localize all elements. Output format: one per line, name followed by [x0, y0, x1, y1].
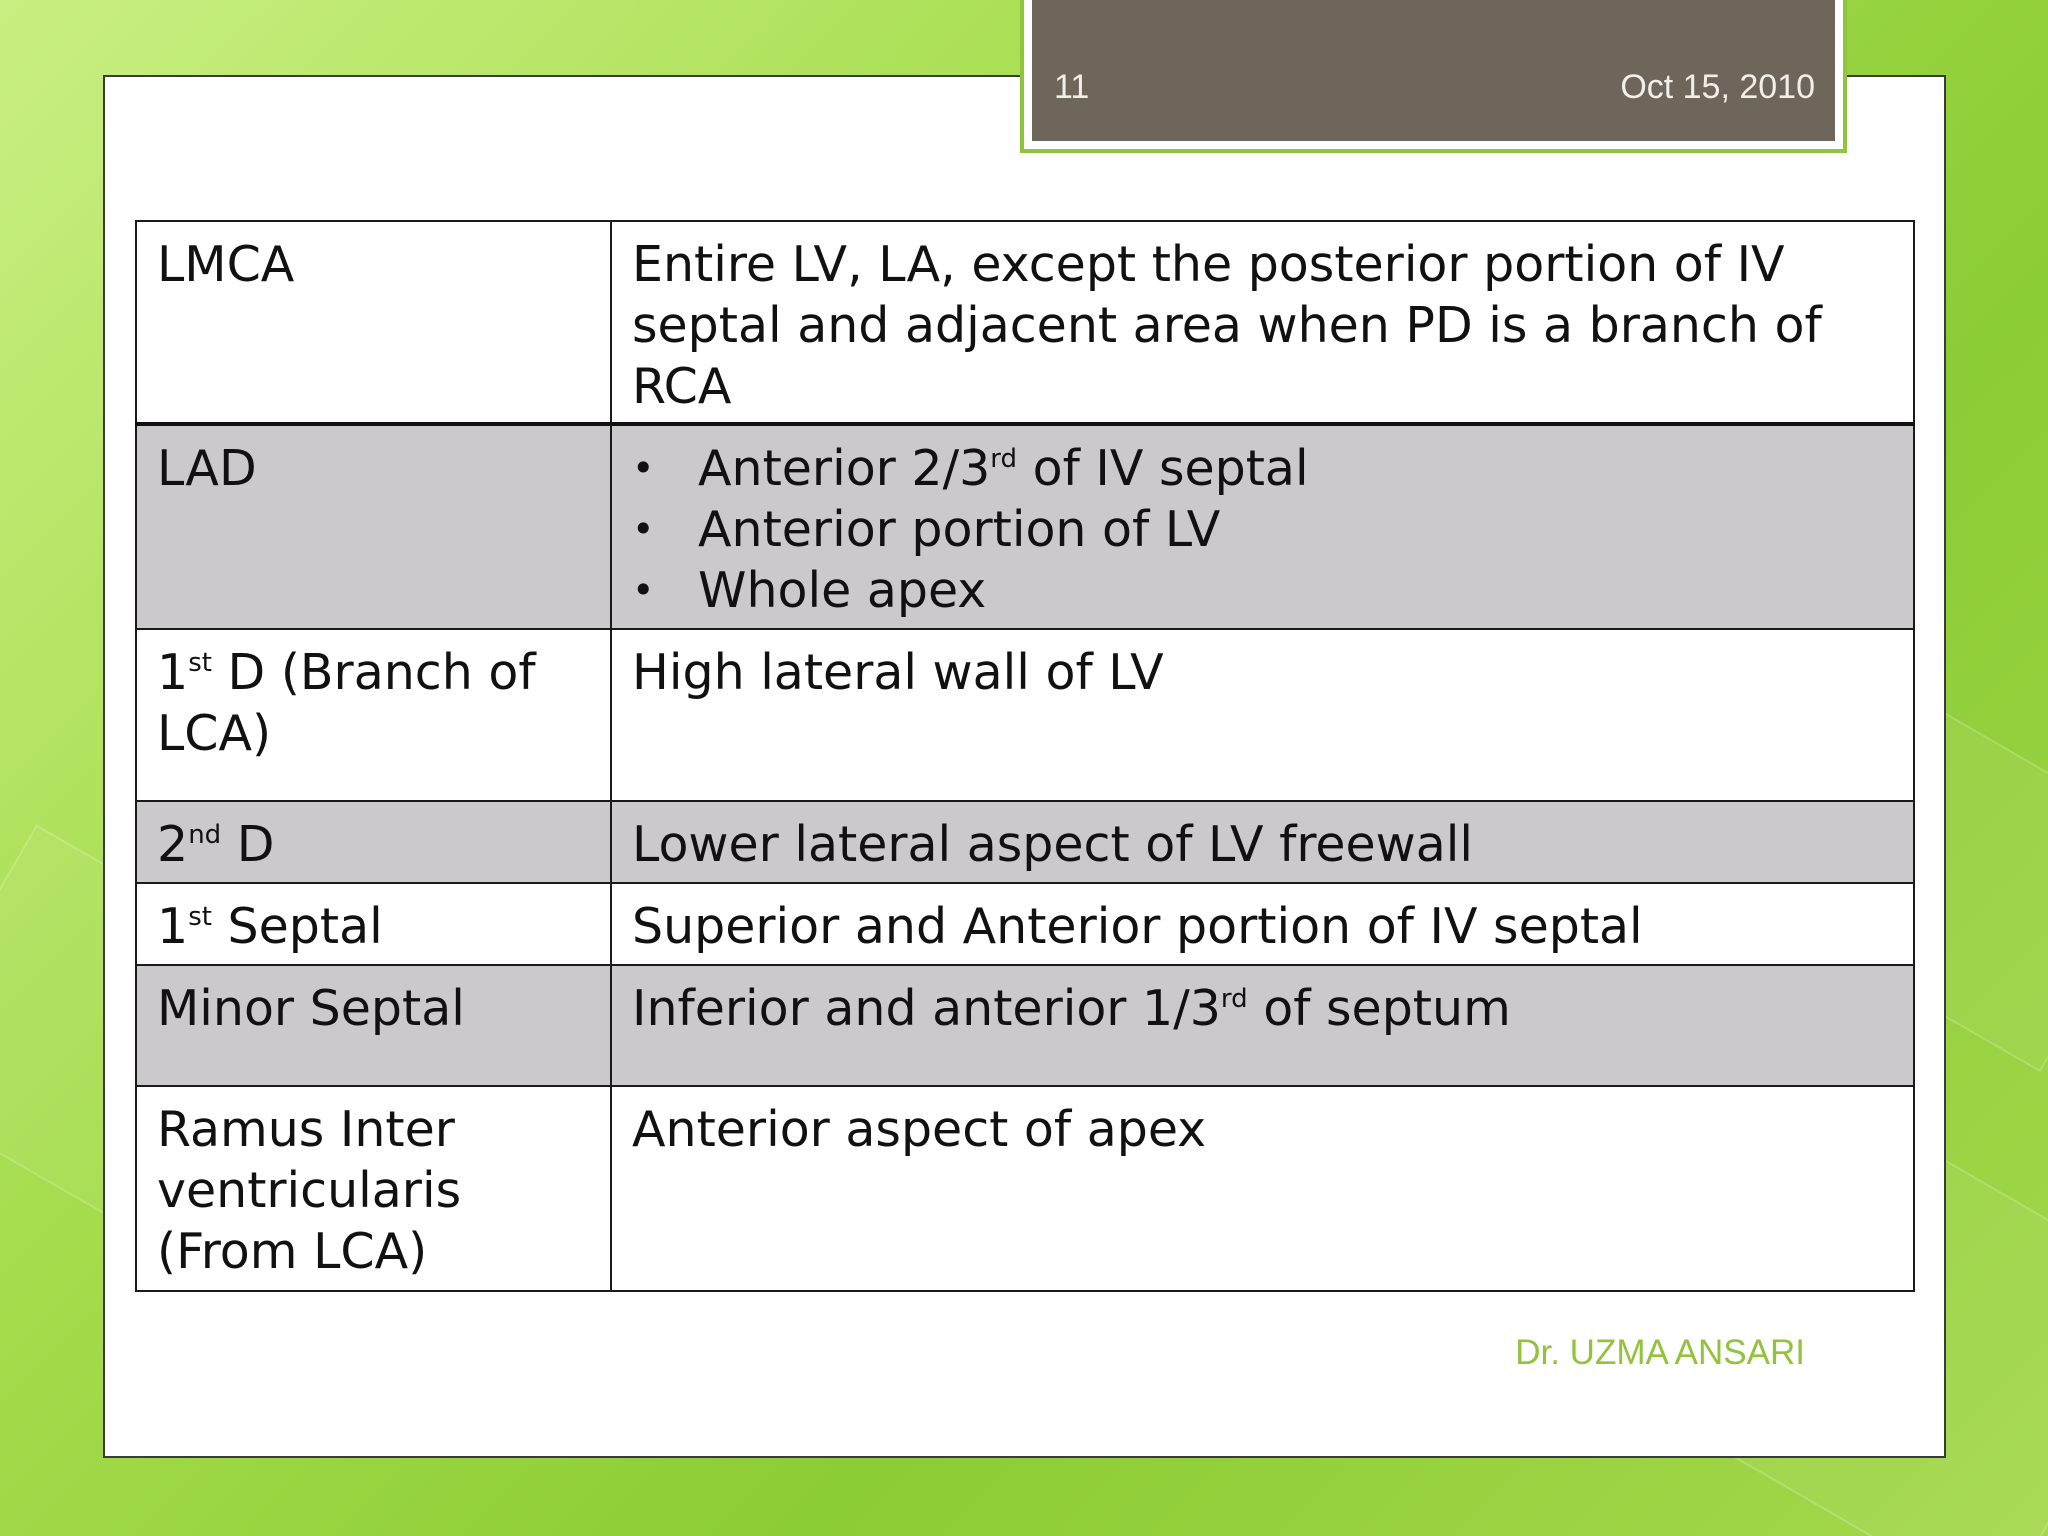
table-row	[136, 965, 1914, 1086]
bullet-icon: •	[632, 568, 655, 612]
list-item	[632, 438, 1893, 499]
artery-cell	[136, 221, 611, 424]
slide-number: 11	[1054, 68, 1090, 106]
artery-cell	[136, 629, 611, 801]
table-row	[136, 801, 1914, 883]
territory-text: Anterior aspect of apex	[632, 1101, 1207, 1158]
artery-cell	[136, 883, 611, 965]
bullet-icon: •	[632, 507, 655, 551]
territory-cell	[611, 629, 1914, 801]
bullet-text: of IV septal	[1017, 440, 1309, 497]
artery-cell	[136, 801, 611, 883]
bullet-text: Anterior 2/3	[698, 440, 991, 497]
bullet-text: Anterior portion of LV	[698, 501, 1221, 558]
territory-text: Lower lateral aspect of LV freewall	[632, 816, 1474, 873]
territory-text: Superior and Anterior portion of IV septal	[632, 898, 1643, 955]
territory-cell	[611, 221, 1914, 424]
territory-cell	[611, 883, 1914, 965]
artery-name: 1	[157, 898, 189, 955]
superscript: st	[188, 902, 212, 932]
author-footer: Dr. UZMA ANSARI	[1515, 1333, 1805, 1372]
territory-text: Inferior and anterior 1/3	[632, 980, 1221, 1037]
territory-text: Entire LV, LA, except the posterior portion of IV septal and adjacent area when PD is a branch of RCA	[632, 236, 1822, 415]
territory-cell	[611, 424, 1914, 629]
artery-name: D (Branch of LCA)	[157, 644, 536, 762]
artery-cell	[136, 1086, 611, 1291]
artery-cell	[136, 965, 611, 1086]
artery-name: 1	[157, 644, 189, 701]
artery-name: LAD	[157, 440, 257, 497]
artery-name: Septal	[211, 898, 383, 955]
territory-cell	[611, 801, 1914, 883]
artery-name: 2	[157, 816, 189, 873]
superscript: rd	[1220, 984, 1248, 1014]
territory-cell	[611, 965, 1914, 1086]
artery-name: LMCA	[157, 236, 295, 293]
table-row	[136, 1086, 1914, 1291]
slide-header-box	[1032, 0, 1835, 141]
artery-name: D	[221, 816, 275, 873]
superscript: nd	[188, 820, 222, 850]
table-row	[136, 629, 1914, 801]
slide-date: Oct 15, 2010	[1620, 68, 1815, 106]
territory-text: of septum	[1247, 980, 1511, 1037]
artery-name: Minor Septal	[157, 980, 465, 1037]
table-row	[136, 221, 1914, 424]
superscript: st	[188, 648, 212, 678]
list-item	[632, 499, 1893, 560]
list-item	[632, 560, 1893, 621]
table-row	[136, 424, 1914, 629]
coronary-artery-table	[135, 220, 1915, 1292]
territory-text: High lateral wall of LV	[632, 644, 1164, 701]
bullet-icon: •	[632, 446, 655, 490]
bullet-text: Whole apex	[698, 562, 987, 619]
superscript: rd	[990, 444, 1018, 474]
artery-cell	[136, 424, 611, 629]
table-row	[136, 883, 1914, 965]
territory-bullet-list	[632, 438, 1893, 621]
slide-header-tab	[1020, 0, 1847, 153]
territory-cell	[611, 1086, 1914, 1291]
artery-name: Ramus Inter ventricularis (From LCA)	[157, 1101, 462, 1280]
